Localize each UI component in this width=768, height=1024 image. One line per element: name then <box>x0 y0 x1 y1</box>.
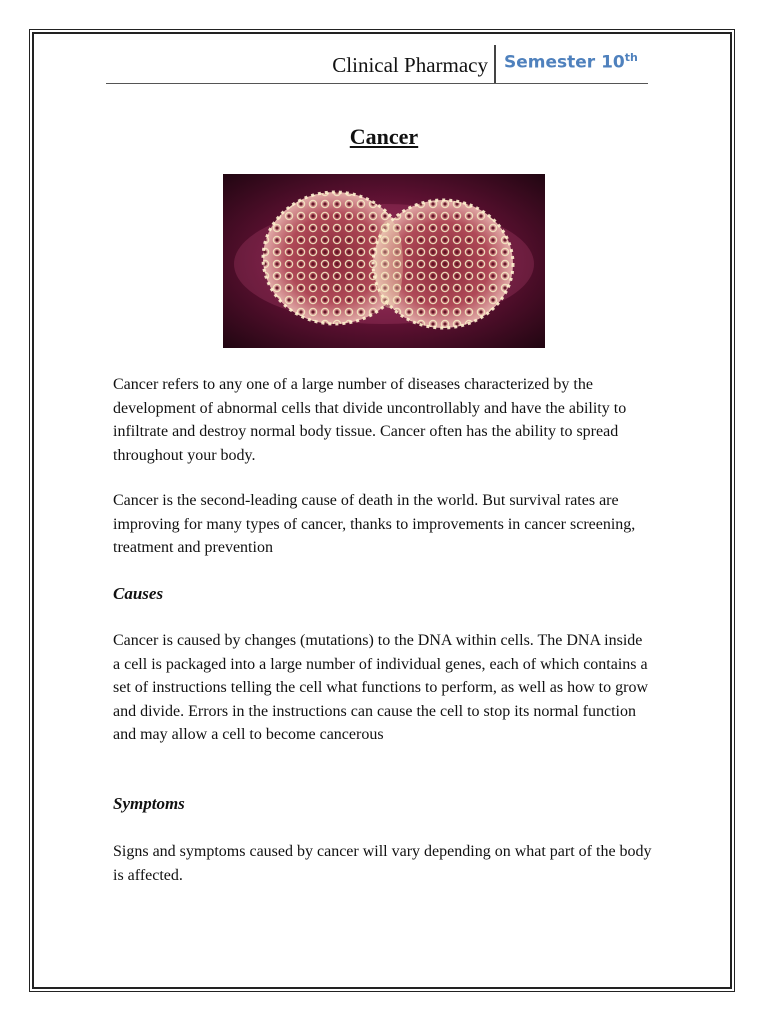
intro-paragraph: Cancer refers to any one of a large number of diseases characterized by the development of abnormal cells that divide uncontrollably and have the ability to infiltrate and destroy normal body tissue. Cancer often has the ability to spread throughout your body. <box>113 376 627 464</box>
causes-heading: Causes <box>113 584 164 603</box>
header-semester <box>504 51 638 73</box>
document-title: Cancer <box>349 124 419 149</box>
header-divider <box>494 45 496 83</box>
symptoms-paragraph: Signs and symptoms caused by cancer will vary depending on what part of the body is affected. <box>113 843 652 884</box>
header-semester-suffix: th <box>624 51 638 64</box>
symptoms-heading: Symptoms <box>113 794 185 813</box>
survival-paragraph: Cancer is the second-leading cause of death in the world. But survival rates are improving for many types of cancer, thanks to improvements in cancer screening, treatment and prevention <box>113 492 636 556</box>
cancer-cell-illustration <box>223 174 545 348</box>
cancer-cell-image <box>223 174 545 348</box>
header-course-title: Clinical Pharmacy <box>332 53 488 77</box>
causes-paragraph: Cancer is caused by changes (mutations) to the DNA within cells. The DNA inside a cell is packaged into a large number of individual genes, each of which contains a set of instructions telling the cell what functions to perform, as well as how to grow and divide. Errors in the instructions can cause the cell to stop its normal function and may allow a cell to become cancerous <box>113 632 648 743</box>
header-semester-label: Semester 10 <box>504 52 625 73</box>
page-header <box>106 43 648 84</box>
